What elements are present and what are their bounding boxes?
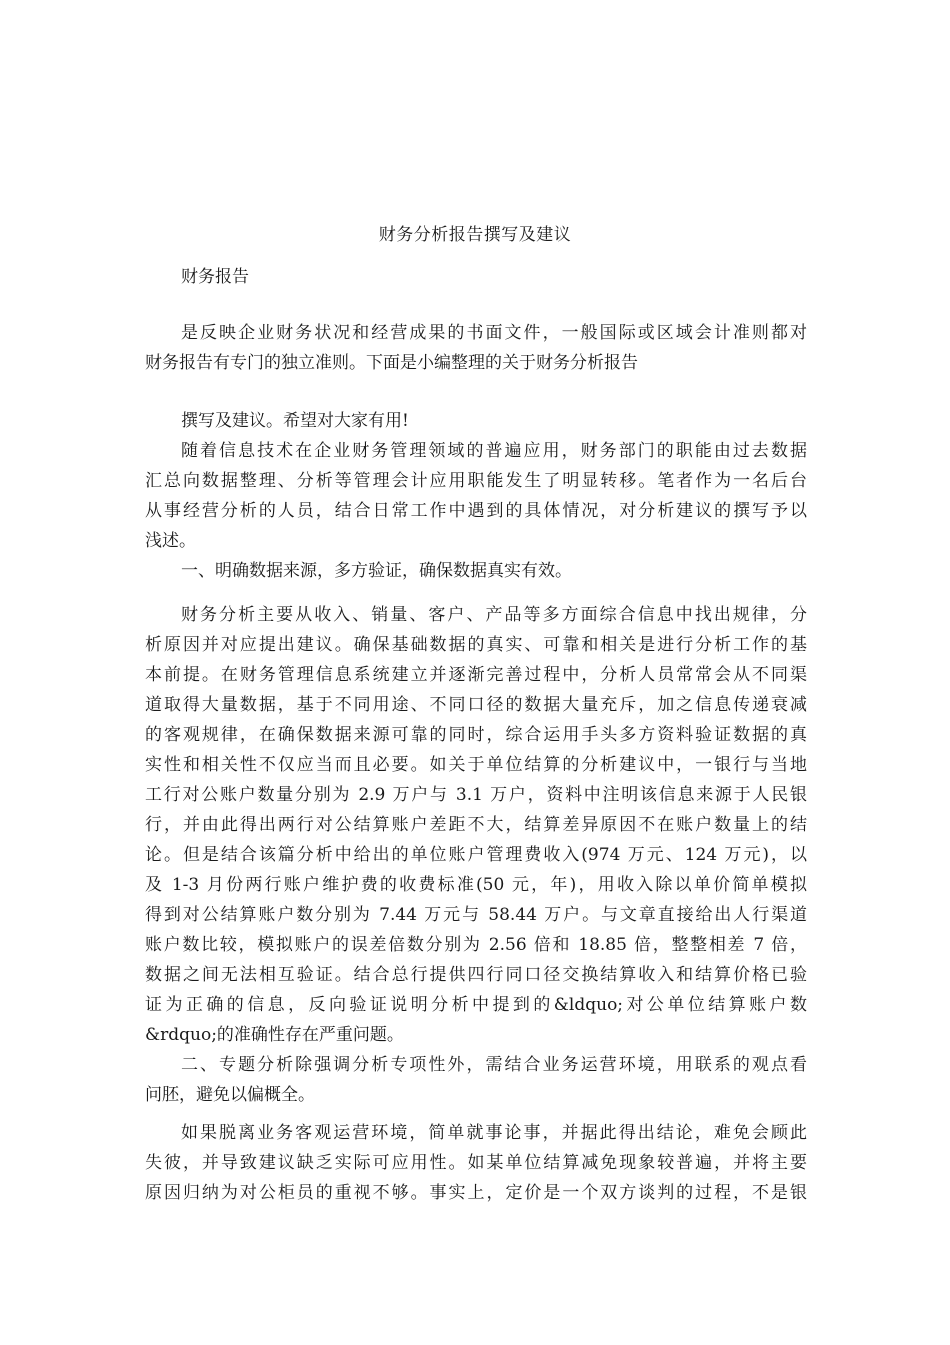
- text-line: 撰写及建议。希望对大家有用!: [181, 411, 409, 431]
- text-line: 原因归纳为对公柜员的重视不够。事实上，定价是一个双方谈判的过程，不是银: [145, 1183, 807, 1203]
- section-heading-1: 一、明确数据来源，多方验证，确保数据真实有效。: [181, 561, 572, 581]
- text-line: 及 1-3 月份两行账户维护费的收费标准(50 元，年)，用收入除以单价简单模拟: [145, 875, 807, 895]
- text-line: 财务报告有专门的独立准则。下面是小编整理的关于财务分析报告: [145, 353, 638, 373]
- text-line: 的客观规律，在确保数据来源可靠的同时，综合运用手头多方资料验证数据的真: [145, 725, 807, 745]
- text-line: 工行对公账户数量分别为 2.9 万户与 3.1 万户，资料中注明该信息来源于人民银: [145, 785, 807, 805]
- heading-financial-report: 财务报告: [181, 267, 249, 287]
- text-line: 汇总向数据整理、分析等管理会计应用职能发生了明显转移。笔者作为一名后台: [145, 471, 807, 491]
- section-heading-2: 二、专题分析除强调分析专项性外，需结合业务运营环境，用联系的观点看: [181, 1055, 807, 1075]
- text-line: &rdquo;的准确性存在严重问题。: [145, 1025, 404, 1045]
- text-line: 论。但是结合该篇分析中给出的单位账户管理费收入(974 万元、124 万元)，以: [145, 845, 807, 865]
- text-line: 是反映企业财务状况和经营成果的书面文件，一般国际或区域会计准则都对: [181, 323, 807, 343]
- text-line: 账户数比较，模拟账户的误差倍数分别为 2.56 倍和 18.85 倍，整整相差 7 倍，: [145, 935, 807, 955]
- text-line: 浅述。: [145, 531, 196, 551]
- text-line: 本前提。在财务管理信息系统建立并逐渐完善过程中，分析人员常常会从不同渠: [145, 665, 807, 685]
- intro-paragraph: [145, 318, 807, 378]
- text-line: 得到对公结算账户数分别为 7.44 万元与 58.44 万户。与文章直接给出人行渠道: [145, 905, 807, 925]
- text-line: 行，并由此得出两行对公结算账户差距不大，结算差异原因不在账户数量上的结: [145, 815, 807, 835]
- text-line: 道取得大量数据，基于不同用途、不同口径的数据大量充斥，加之信息传递衰减: [145, 695, 807, 715]
- text-line: 如果脱离业务客观运营环境，简单就事论事，并据此得出结论，难免会顾此: [181, 1123, 807, 1143]
- text-line: 从事经营分析的人员，结合日常工作中遇到的具体情况，对分析建议的撰写予以: [145, 501, 807, 521]
- text-line: 实性和相关性不仅应当而且必要。如关于单位结算的分析建议中，一银行与当地: [145, 755, 807, 775]
- text-line: 数据之间无法相互验证。结合总行提供四行同口径交换结算收入和结算价格已验: [145, 965, 807, 985]
- body-paragraph-2: [145, 600, 807, 1110]
- text-line: 失彼，并导致建议缺乏实际可应用性。如某单位结算减免现象较普遍，并将主要: [145, 1153, 807, 1173]
- body-paragraph-1: [145, 406, 807, 586]
- body-paragraph-3: [145, 1118, 807, 1208]
- section-heading-2-cont: 问胚，避免以偏概全。: [145, 1085, 315, 1105]
- text-line: 财务分析主要从收入、销量、客户、产品等多方面综合信息中找出规律，分: [181, 605, 807, 625]
- text-line: 证为正确的信息，反向验证说明分析中提到的&ldquo;对公单位结算账户数: [145, 995, 807, 1015]
- document-title: 财务分析报告撰写及建议: [378, 225, 572, 245]
- text-line: 随着信息技术在企业财务管理领域的普遍应用，财务部门的职能由过去数据: [181, 441, 807, 461]
- heading-financial-report-block: [145, 262, 807, 292]
- text-line: 析原因并对应提出建议。确保基础数据的真实、可靠和相关是进行分析工作的基: [145, 635, 807, 655]
